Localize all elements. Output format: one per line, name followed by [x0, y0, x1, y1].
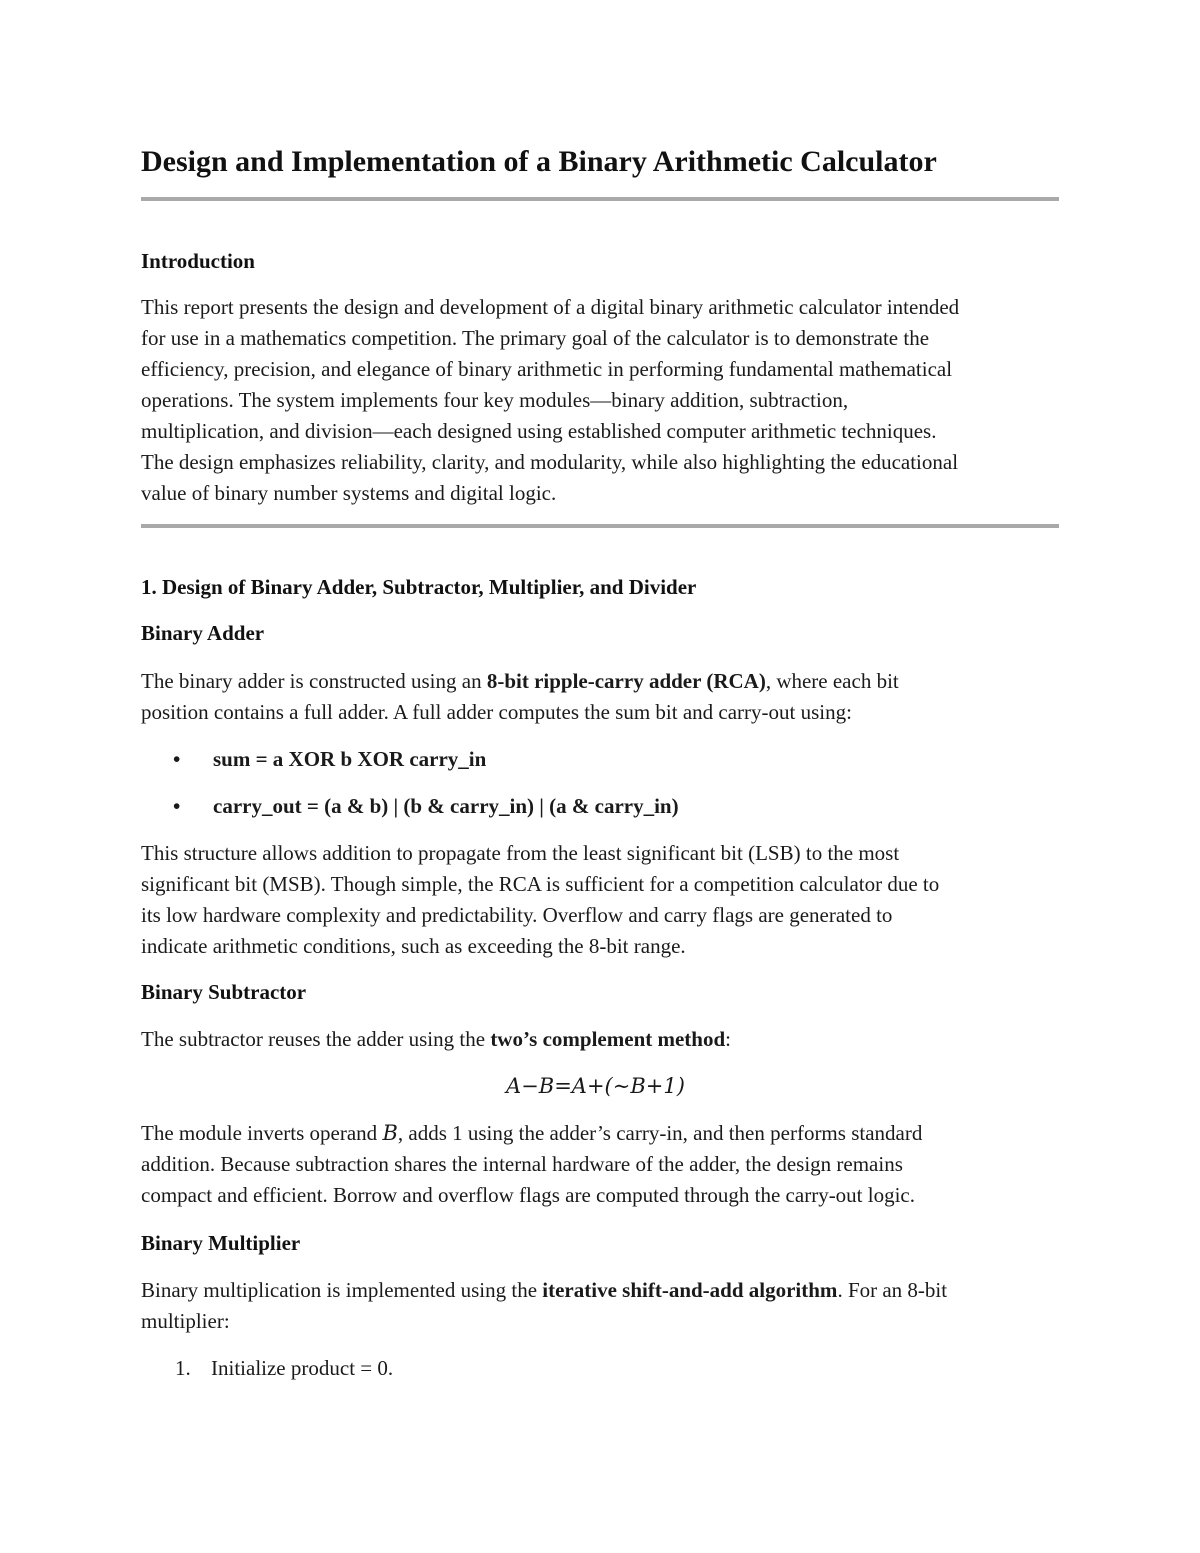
subtractor-text: The module inverts operand	[141, 1121, 383, 1145]
adder-paragraph-line: This structure allows addition to propagate from the least significant bit (LSB) to the most	[141, 841, 900, 865]
multiplier-paragraph-line	[141, 1275, 1061, 1306]
multiplier-text: . For an 8-bit	[837, 1278, 948, 1302]
section-1-heading: 1. Design of Binary Adder, Subtractor, Multiplier, and Divider	[141, 575, 697, 599]
bullet-item	[173, 744, 486, 775]
intro-paragraph	[141, 292, 1061, 509]
bullet-symbol: •	[173, 794, 181, 818]
multiplier-paragraph	[141, 1275, 1061, 1337]
intro-line: The design emphasizes reliability, clarity, and modularity, while also highlighting the educational	[141, 450, 959, 474]
bullet-item	[173, 791, 679, 822]
bullet-symbol: •	[173, 747, 181, 771]
subtractor-paragraph-line: addition. Because subtraction shares the internal hardware of the adder, the design remains	[141, 1152, 903, 1176]
sum-formula: sum = a XOR b XOR carry_in	[213, 747, 487, 771]
adder-paragraph-line: position contains a full adder. A full adder computes the sum bit and carry-out using:	[141, 700, 852, 724]
multiplier-paragraph-line: multiplier:	[141, 1309, 230, 1333]
adder-text: The binary adder is constructed using an	[141, 669, 487, 693]
intro-line: multiplication, and division—each designed using established computer arithmetic techniques.	[141, 419, 937, 443]
title-divider	[141, 197, 1059, 201]
intro-line: This report presents the design and development of a digital binary arithmetic calculator intended	[141, 295, 960, 319]
intro-divider	[141, 524, 1059, 528]
carry-out-formula: carry_out = (a & b) | (b & carry_in) | (a & carry_in)	[213, 794, 679, 818]
subtraction-equation: A−B=A+(∼B+1)	[506, 1074, 685, 1098]
numbered-list-item	[175, 1353, 393, 1384]
adder-paragraph-1	[141, 666, 1061, 728]
shift-and-add-term: iterative shift-and-add algorithm	[542, 1278, 838, 1302]
list-number: 1.	[175, 1356, 191, 1380]
adder-text: , where each bit	[765, 669, 899, 693]
subtractor-paragraph-line	[141, 1024, 1061, 1055]
subtractor-text: The subtractor reuses the adder using the	[141, 1027, 491, 1051]
intro-line: operations. The system implements four key modules—binary addition, subtraction,	[141, 388, 849, 412]
multiplier-heading: Binary Multiplier	[141, 1231, 301, 1255]
subtractor-text: :	[725, 1027, 732, 1051]
operand-b: B	[382, 1121, 398, 1145]
subtractor-text: , adds 1 using the adder’s carry-in, and then performs standard	[397, 1121, 923, 1145]
twos-complement-term: two’s complement method	[490, 1027, 726, 1051]
rca-term: 8-bit ripple-carry adder (RCA)	[486, 669, 766, 693]
intro-heading: Introduction	[141, 249, 255, 273]
multiplier-text: Binary multiplication is implemented using the	[141, 1278, 543, 1302]
subtractor-heading: Binary Subtractor	[141, 980, 307, 1004]
adder-paragraph-line: its low hardware complexity and predictability. Overflow and carry flags are generated to	[141, 903, 893, 927]
subtractor-paragraph-line: compact and efficient. Borrow and overflow flags are computed through the carry-out logic.	[141, 1183, 916, 1207]
adder-heading: Binary Adder	[141, 621, 265, 645]
intro-line: efficiency, precision, and elegance of binary arithmetic in performing fundamental mathematical	[141, 357, 953, 381]
adder-paragraph-line: significant bit (MSB). Though simple, the RCA is sufficient for a competition calculator due to	[141, 872, 940, 896]
subtractor-paragraph-line	[141, 1118, 1061, 1149]
intro-line: for use in a mathematics competition. The primary goal of the calculator is to demonstrate the	[141, 326, 930, 350]
adder-paragraph-line: indicate arithmetic conditions, such as exceeding the 8-bit range.	[141, 934, 686, 958]
document-title: Design and Implementation of a Binary Arithmetic Calculator	[141, 145, 937, 178]
subtractor-paragraph-2	[141, 1118, 1061, 1211]
subtractor-paragraph-1	[141, 1024, 1061, 1055]
adder-paragraph-2	[141, 838, 1061, 962]
list-item-text: Initialize product = 0.	[211, 1356, 394, 1380]
intro-line: value of binary number systems and digital logic.	[141, 481, 557, 505]
adder-paragraph-line	[141, 666, 1061, 697]
